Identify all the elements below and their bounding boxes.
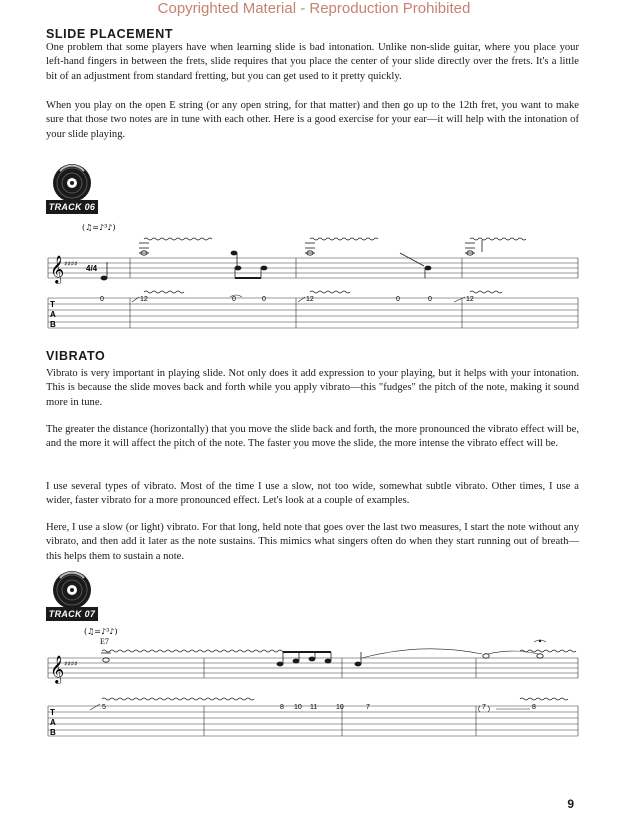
tab-vibrato-marks (144, 291, 502, 293)
tab-number: 0 (232, 296, 236, 303)
cd-icon (46, 163, 98, 203)
tab-number: 0 (428, 296, 432, 303)
vibrato-paragraph-2: The greater the distance (horizontally) that you move the slide back and forth, the more pronounced the vibrato effect will be, and the more it will affect the pitch of the note. The faster you move the slide, the more intense the vibrato effect will be. (46, 424, 579, 450)
tab-number: 8 (280, 704, 284, 711)
tab-number: 12 (306, 296, 314, 303)
cd-icon (46, 570, 98, 610)
tab-number: 7 (482, 704, 486, 711)
track-07-notation (44, 624, 584, 742)
staff-notes (101, 640, 546, 666)
tab-letter-b: B (50, 728, 56, 737)
time-signature: 4/4 (86, 264, 98, 273)
vibrato-marks (102, 650, 576, 652)
tab-number: 10 (336, 704, 344, 711)
tab-number: 12 (140, 296, 148, 303)
tab-number: 7 (366, 704, 370, 711)
vibrato-heading: VIBRATO (46, 349, 106, 363)
tab-letter-t: T (50, 300, 55, 309)
vibrato-marks (144, 238, 526, 240)
vibrato-paragraph-3: I use several types of vibrato. Most of the time I use a slow, not too wide, somewhat subtle vibrato. Other times, I use a wider, faster vibrato for a more pronounced effect. Let's look at a couple of examples. (46, 481, 579, 507)
slide-lines (132, 295, 465, 302)
tab-number: 0 (396, 296, 400, 303)
tab-number: 12 (466, 296, 474, 303)
tab-number: 5 (102, 704, 106, 711)
tab-letter-a: A (50, 718, 56, 727)
tab-number: 8 (532, 704, 536, 711)
tab-letter-b: B (50, 320, 56, 329)
key-signature: ♯♯♯♯ (64, 260, 78, 268)
tab-vibrato-marks (102, 698, 568, 700)
chord-symbol: E7 (100, 637, 109, 646)
swing-marking: (♫=♪³♪) (82, 223, 116, 232)
tab-number: 0 (262, 296, 266, 303)
treble-clef: 𝄞 (50, 255, 65, 283)
slide-placement-paragraph-2: When you play on the open E string (or any open string, for that matter) and then go up to the 12th fret, you want to make sure that those two notes are in tune with each other. Here is a good exercise for your ear—it will help with the intonation of your slide playing. (46, 100, 579, 140)
standard-staff (48, 258, 578, 278)
tab-number: 0 (100, 296, 104, 303)
tab-letter-t: T (50, 708, 55, 717)
track-06-notation (44, 218, 584, 336)
track-06-badge (46, 163, 98, 215)
vibrato-paragraph-4: Here, I use a slow (or light) vibrato. For that long, held note that goes over the last two measures, I start the note without any vibrato, and then add it later as the note sustains. This mimics what singers often do when they start running out of breath—this helps them to sustain a note. (46, 522, 579, 562)
track-07-badge (46, 570, 98, 622)
slide-placement-paragraph-1: One problem that some players have when learning slide is bad intonation. Unlike non-slide guitar, where you place your left-hand fingers in between the frets, slide requires that you place the center of your slide directly over the frets. It's a little bit of an adjustment from standard fretting, but you can get used to it pretty quickly. (46, 42, 579, 82)
key-signature: ♯♯♯♯ (64, 660, 78, 668)
tab-number: 11 (310, 704, 318, 711)
swing-marking: (♫=♪³♪) (84, 627, 118, 636)
track-07-label: TRACK 07 (46, 607, 98, 621)
copyright-watermark: Copyrighted Material - Reproduction Prohibited (157, 0, 471, 17)
page-number: 9 (567, 797, 574, 811)
vibrato-paragraph-1: Vibrato is very important in playing slide. Not only does it add expression to your playing, but it helps with your intonation. This is because the slide moves back and forth while you apply vibrato—this "fudges" the pitch of the note, making it sound more in tune. (46, 368, 579, 408)
slide-placement-heading: SLIDE PLACEMENT (46, 27, 174, 41)
tab-letter-a: A (50, 310, 56, 319)
track-06-label: TRACK 06 (46, 200, 98, 214)
staff-notes (101, 240, 482, 280)
tab-number: 10 (294, 704, 302, 711)
treble-clef: 𝄞 (50, 655, 65, 683)
